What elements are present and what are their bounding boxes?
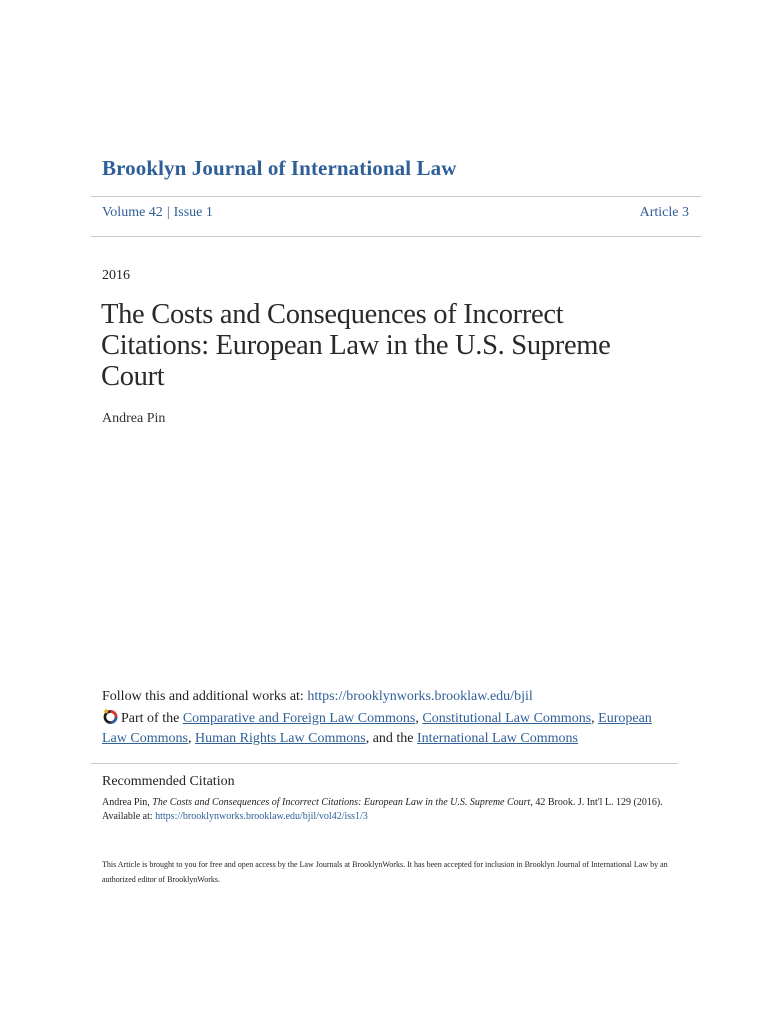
journal-title[interactable] [102, 156, 457, 181]
article-title: The Costs and Consequences of Incorrect Citations: European Law in the U.S. Supreme Court [101, 299, 611, 392]
volume-link[interactable]: Volume 42 [102, 205, 163, 220]
part-of-prefix: Part of the [121, 711, 183, 726]
publication-year: 2016 [102, 268, 130, 283]
author-name: Andrea Pin [102, 411, 166, 426]
digital-commons-network-icon [102, 709, 119, 724]
divider-citation [91, 763, 678, 764]
citation-heading: Recommended Citation [102, 774, 235, 789]
article-number[interactable] [640, 205, 689, 221]
citation-available-label: Available at: [102, 811, 156, 822]
volume-issue-line [102, 205, 213, 221]
follow-label: Follow this and additional works at: [102, 689, 308, 704]
follow-line [102, 689, 533, 705]
journal-title-link[interactable]: Brooklyn Journal of International Law [102, 156, 457, 180]
citation-suffix: , 42 Brook. J. Int'l L. 129 (2016). [530, 797, 663, 808]
and-the-text: , and the [365, 730, 418, 746]
citation-body [102, 796, 702, 824]
citation-url-link[interactable]: https://brooklynworks.brooklaw.edu/bjil/vol42/iss1/3 [155, 811, 368, 822]
comma-3: , [187, 730, 195, 746]
human-rights-law-link[interactable]: Human Rights Law Commons [194, 730, 366, 746]
european-law-link[interactable]: European Law Commons [102, 711, 652, 746]
follow-url-link[interactable]: https://brooklynworks.brooklaw.edu/bjil [307, 689, 533, 704]
footer-note: This Article is brought to you for free and open access by the Law Journals at BrooklynWorks. It has been accepted for inclusion in Brooklyn Journal of International Law by an authorized editor of BrooklynWorks. [102, 860, 668, 884]
constitutional-law-link[interactable]: Constitutional Law Commons [422, 711, 592, 726]
comma-2: , [591, 711, 599, 726]
divider-top [91, 196, 701, 197]
volume-issue-separator: | [166, 205, 170, 220]
comma-1: , [415, 711, 423, 726]
citation-author: Andrea Pin, [102, 797, 153, 808]
part-of-line [102, 709, 662, 748]
international-law-link[interactable]: International Law Commons [417, 730, 578, 746]
article-number-link[interactable]: Article 3 [639, 205, 689, 220]
issue-link[interactable]: Issue 1 [173, 205, 213, 220]
comparative-foreign-law-link[interactable]: Comparative and Foreign Law Commons [182, 711, 416, 726]
citation-title: The Costs and Consequences of Incorrect Citations: European Law in the U.S. Supreme Court [152, 797, 531, 808]
divider-bottom [91, 236, 701, 237]
